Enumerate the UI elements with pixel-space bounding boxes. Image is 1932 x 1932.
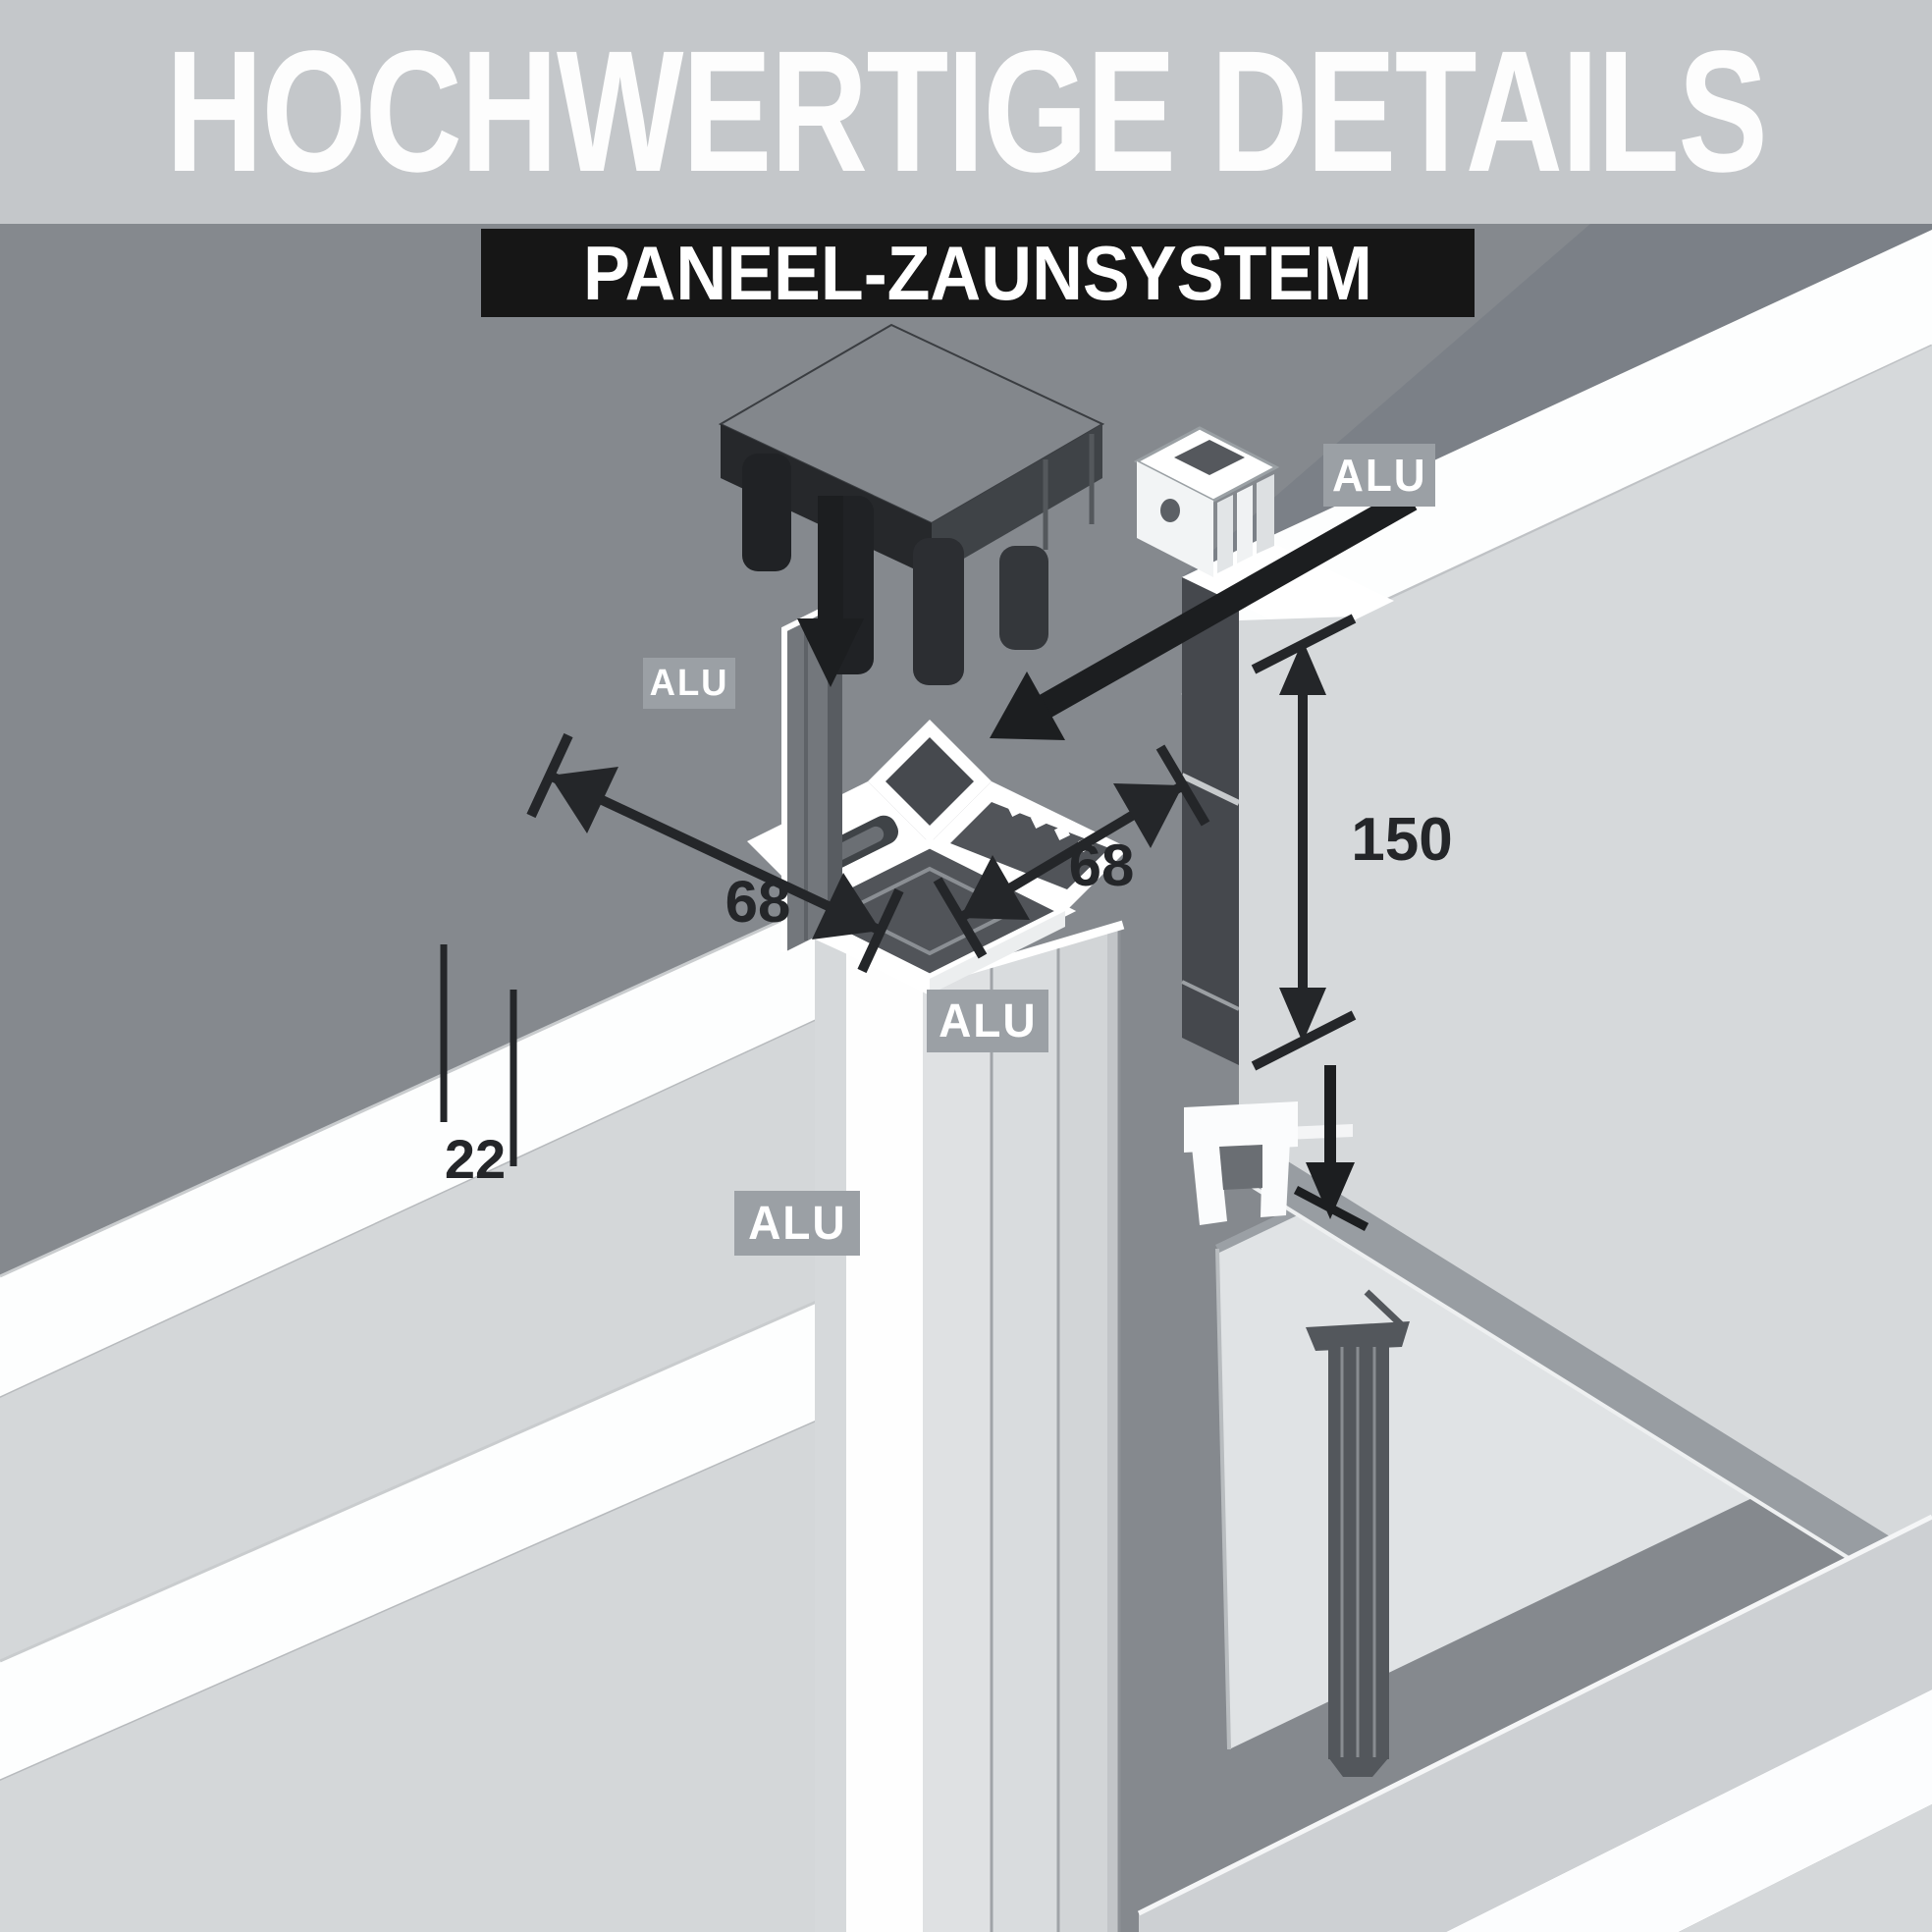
clip-rib	[1237, 485, 1253, 564]
cap-leg	[742, 454, 791, 571]
post-right-face-c	[1058, 929, 1107, 1932]
dim-post-width-right: 68	[1068, 832, 1135, 898]
post-right-face-b	[992, 943, 1058, 1932]
rail-cut-face	[1182, 577, 1239, 1065]
alu-badge-corner-insert: ALU	[643, 658, 735, 709]
alu-badge-post: ALU	[927, 990, 1048, 1052]
cap-leg	[999, 546, 1048, 650]
post-left-face-edge	[815, 935, 846, 1932]
post-right-face-a	[923, 963, 992, 1932]
dim-post-width-left: 68	[724, 868, 791, 935]
alu-badge-left-panel: ALU	[734, 1191, 860, 1256]
dim-panel-height: 150	[1351, 805, 1453, 874]
post-right-edge	[1107, 925, 1119, 1932]
subtitle-banner: PANEEL-ZAUNSYSTEM	[481, 229, 1475, 317]
fence-post	[811, 925, 1123, 1932]
page-title: HOCHWERTIGE DETAILS	[165, 16, 1767, 208]
alu-badge-clip: ALU	[1323, 444, 1435, 507]
clip-hole	[1160, 499, 1180, 522]
clip-rib	[1257, 474, 1274, 554]
clip-rib	[1217, 495, 1233, 573]
dim-panel-gap: 22	[444, 1127, 507, 1190]
cap-leg	[913, 538, 964, 685]
